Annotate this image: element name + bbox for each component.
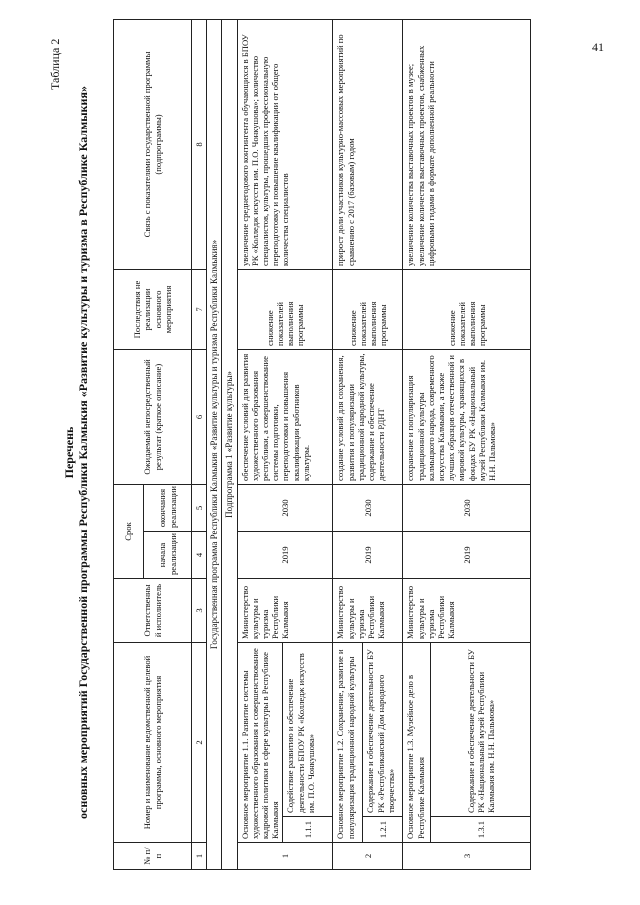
header-executor: Ответственны й исполнитель xyxy=(114,579,192,643)
table-label: Таблица 2 xyxy=(48,38,62,90)
col-number: 8 xyxy=(192,19,207,269)
col-number: 4 xyxy=(192,532,207,579)
header-result: Ожидаемый непосредственный результат (краткое описание) xyxy=(114,349,192,484)
subprogram-row xyxy=(222,19,237,869)
measures-table xyxy=(113,19,531,870)
table-row xyxy=(237,19,283,869)
row-number: 3 xyxy=(403,843,531,870)
subprogram-title: Подпрограмма 1 «Развитие культуры» xyxy=(222,19,237,869)
col-number: 5 xyxy=(192,484,207,531)
col-number: 7 xyxy=(192,269,207,349)
measure-name: Основное мероприятие 1.3. Музейное дело в Республике Калмыкия xyxy=(403,643,431,843)
link-cell: прирост доли участников культурно-массовых мероприятий по сравнению с 2017 (базовым) годом xyxy=(333,19,403,269)
executor-cell: Министерство культуры и туризма Республики Калмыкия xyxy=(333,579,403,643)
start-year: 2019 xyxy=(333,532,403,579)
header-row xyxy=(114,19,144,869)
link-cell: увеличение количества выставочных проектов в музее; увеличение количества выставочных проектов, снабженных цифровыми гидами в формате дополненной реальности xyxy=(403,19,531,269)
header-link: Связь с показателями государственной программы (подпрограммы) xyxy=(114,19,192,269)
program-title: Государственная программа Республики Калмыкия «Развитие культуры и туризма Республики Калмыкия» xyxy=(207,19,222,869)
result-cell: обеспечение условий для развития художественного образования республики, а совершенствование системы подготовки, переподготовки и повышения квалификации работников культуры. xyxy=(237,349,333,484)
submeasure-number: 1.2.1 xyxy=(363,817,403,843)
header-term: Срок xyxy=(114,484,144,578)
measure-name: Основное мероприятие 1.2. Сохранение, развитие и популяризация традиционной народной культуры xyxy=(333,643,363,843)
table-row xyxy=(333,19,363,869)
submeasure-number: 1.3.1 xyxy=(431,817,531,843)
row-number: 1 xyxy=(237,843,333,870)
submeasure-name: Содержание и обеспечение деятельности БУ РК «Национальный музей Республики Калмыкия им. Н.Н. Пальмова» xyxy=(431,643,531,817)
col-number: 2 xyxy=(192,643,207,843)
header-num: № п/п xyxy=(114,843,192,870)
header-name: Номер и наименование ведомственной целевой программы, основного мероприятия xyxy=(114,643,192,843)
column-number-row xyxy=(192,19,207,869)
submeasure-name: Содействие развитию и обеспечение деятельности БПОУ РК «Колледж искусств им. П.О. Чонкушова» xyxy=(283,643,333,817)
table-row xyxy=(403,19,431,869)
end-year: 2030 xyxy=(237,484,333,531)
header-consequence: Последствия не реализации основного мероприятия xyxy=(114,269,192,349)
end-year: 2030 xyxy=(333,484,403,531)
title-line-2: основных мероприятий Государственной программы Республики Калмыкия «Развитие культуры и туризма в Республике Калмыкия» xyxy=(76,86,90,819)
start-year: 2019 xyxy=(237,532,333,579)
title-line-1: Перечень xyxy=(62,426,76,479)
consequence-cell: снижение показателей выполнения программы xyxy=(237,269,333,349)
page-number: 41 xyxy=(592,40,604,54)
consequence-cell: снижение показателей выполнения программы xyxy=(333,269,403,349)
col-number: 1 xyxy=(192,843,207,870)
submeasure-number: 1.1.1 xyxy=(283,817,333,843)
executor-cell: Министерство культуры и туризма Республики Калмыкия xyxy=(403,579,531,643)
result-cell: создание условий для сохранения, развития и популяризации традиционной народной культуры, содержание и обеспечение деятельности РДНТ xyxy=(333,349,403,484)
start-year: 2019 xyxy=(403,532,531,579)
col-number: 3 xyxy=(192,579,207,643)
program-row xyxy=(207,19,222,869)
link-cell: увеличение среднегодового контингента обучающихся в БПОУ РК «Колледж искусств им. П.О. Чонкушова»; количество специалистов, культуры, прошедших профессиональную переподготовку и повышение квалификации от общего количества специалистов xyxy=(237,19,333,269)
col-number: 6 xyxy=(192,349,207,484)
header-start: начала реализации xyxy=(144,532,192,579)
consequence-cell: снижение показателей выполнения программы xyxy=(403,269,531,349)
row-number: 2 xyxy=(333,843,403,870)
end-year: 2030 xyxy=(403,484,531,531)
header-end: окончания реализации xyxy=(144,484,192,531)
result-cell: сохранение и популяризация традиционной культуры калмыцкого народа, современного искусства Калмыкии, а также лучших образцов отечественной и мировой культуры, хранящихся в фондах БУ РК «Национальный музей Республики Калмыкия им. Н.Н. Пальмова» xyxy=(403,349,531,484)
measure-name: Основное мероприятие 1.1. Развитие системы художественного образования и совершенствование кадровой политики в сфере культуры в Республике Калмыкия xyxy=(237,643,283,843)
submeasure-name: Содержание и обеспечение деятельности БУ РК «Республиканский Дом народного творчества» xyxy=(363,643,403,817)
executor-cell: Министерство культуры и туризма Республики Калмыкия xyxy=(237,579,333,643)
document-title xyxy=(62,40,90,865)
